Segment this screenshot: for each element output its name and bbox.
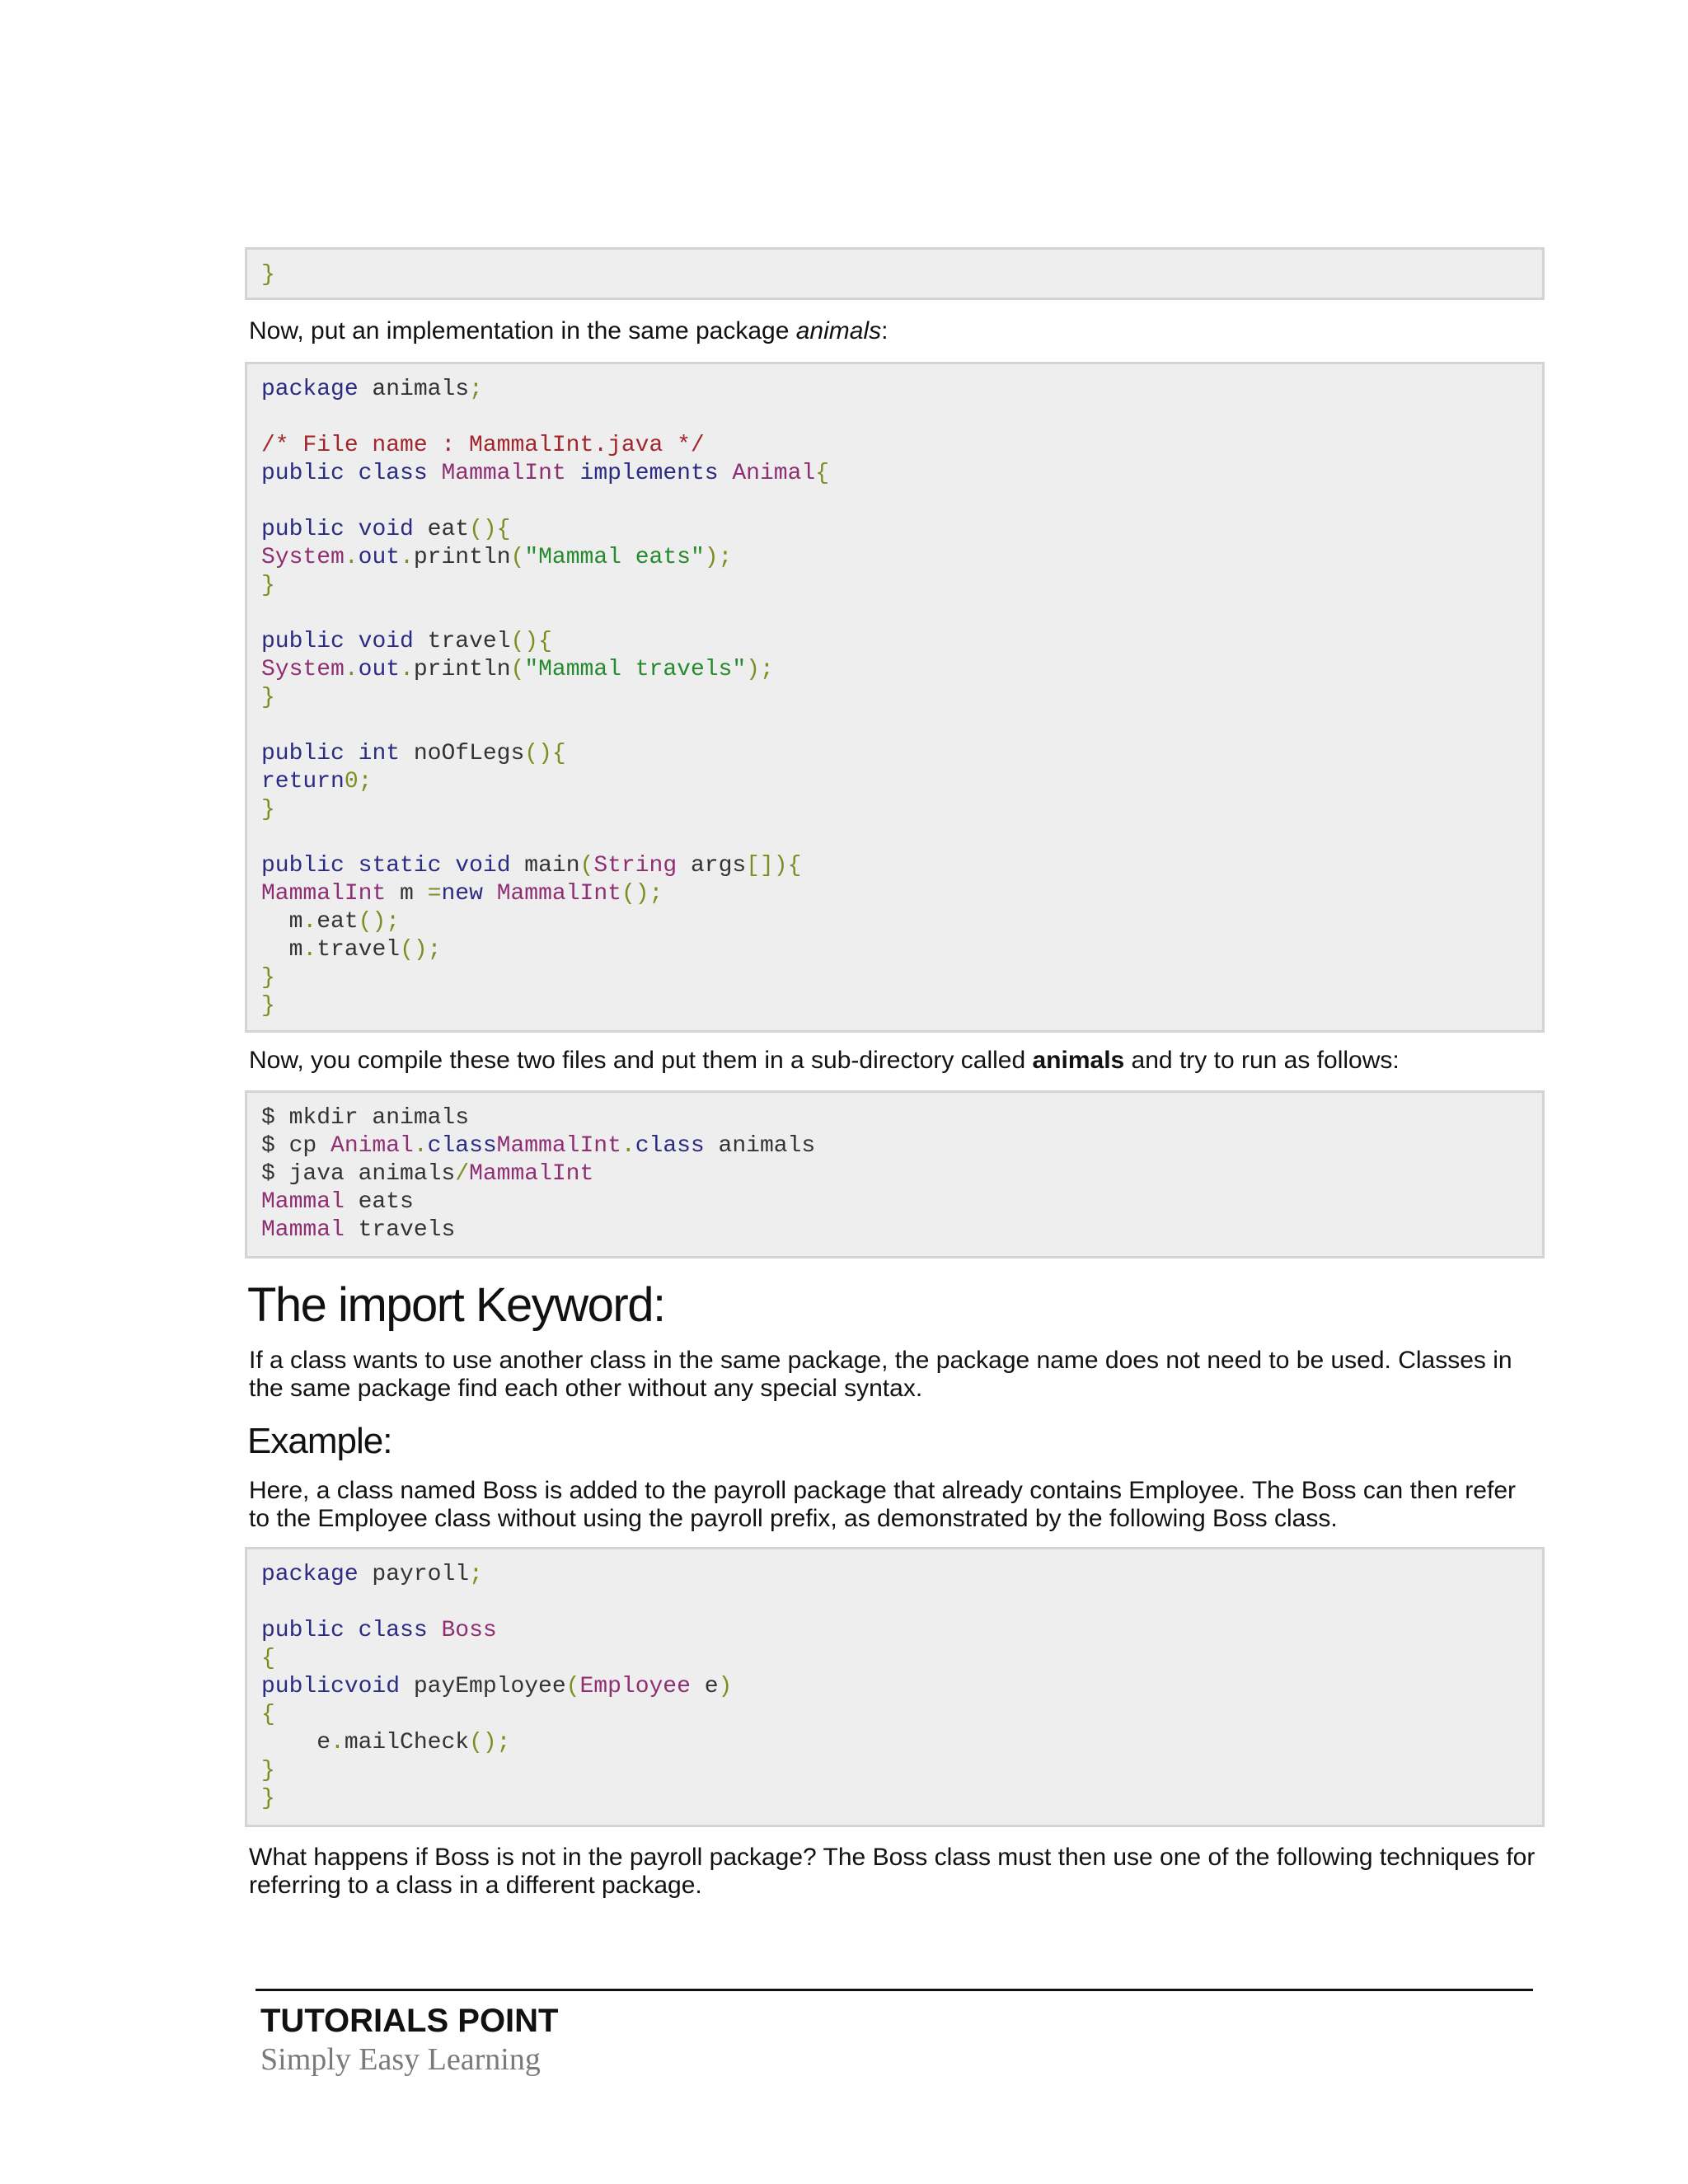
- footer-brand: TUTORIALS POINT: [260, 2003, 559, 2039]
- page-content: [245, 247, 1545, 1900]
- code-token: out: [358, 545, 401, 570]
- text-segment: What happens if Boss is not in the payroll package? The Boss class must then use one of the following techniques for referring to a class in a different package.: [249, 1844, 1536, 1899]
- code-token: implements: [579, 461, 719, 486]
- code-token: []){: [746, 853, 802, 879]
- code-line: [261, 656, 1528, 684]
- code-token: }: [261, 965, 275, 991]
- code-line: [261, 1645, 1528, 1673]
- code-line: [261, 1132, 1528, 1160]
- code-line: [261, 628, 1528, 656]
- code-token: .: [344, 545, 359, 570]
- code-token: Mammal: [261, 1189, 345, 1215]
- code-token: mailCheck: [344, 1730, 470, 1755]
- code-token: ;: [469, 377, 483, 402]
- code-token: System: [261, 657, 345, 682]
- code-token: [428, 1618, 442, 1643]
- code-token: class: [358, 461, 428, 486]
- code-token: e: [261, 1730, 331, 1755]
- code-line: [261, 852, 1528, 880]
- code-line: [261, 684, 1528, 712]
- code-line: [261, 600, 1528, 628]
- code-token: {: [261, 1702, 275, 1727]
- code-token: noOfLegs: [400, 741, 525, 766]
- code-token: return: [261, 769, 345, 794]
- code-token: e: [690, 1674, 719, 1699]
- code-token: }: [261, 262, 275, 288]
- code-line: [261, 1617, 1528, 1645]
- code-token: public: [261, 741, 345, 766]
- text-segment: :: [881, 317, 889, 344]
- code-token: }: [261, 993, 275, 1019]
- code-line: [261, 796, 1528, 824]
- page-footer: [256, 1989, 1533, 2079]
- emphasis-text: animals: [795, 317, 882, 344]
- code-line: [261, 964, 1528, 992]
- code-block-closing-brace: [245, 247, 1545, 300]
- code-line: [261, 880, 1528, 908]
- code-token: Boss: [441, 1618, 497, 1643]
- code-token: (){: [524, 741, 566, 766]
- code-token: public: [261, 853, 345, 879]
- code-block-boss-class: [245, 1547, 1545, 1827]
- code-token: animals: [704, 1133, 816, 1159]
- code-token: .: [413, 1133, 428, 1159]
- code-token: travel: [413, 629, 511, 654]
- code-line: [261, 516, 1528, 544]
- paragraph-import-description: [249, 1347, 1543, 1403]
- code-token: publicvoid: [261, 1674, 401, 1699]
- code-token: 0: [344, 769, 359, 794]
- code-token: new: [441, 881, 483, 907]
- code-token: void: [455, 853, 511, 879]
- code-token: (: [579, 853, 594, 879]
- code-token: );: [704, 545, 733, 570]
- code-line: [261, 1757, 1528, 1785]
- code-token: [428, 461, 442, 486]
- paragraph-implementation-intro: [249, 317, 1543, 345]
- code-line: [261, 404, 1528, 432]
- code-token: [345, 853, 359, 879]
- code-line: [261, 1561, 1528, 1589]
- code-token: {: [815, 461, 829, 486]
- code-token: package: [261, 377, 359, 402]
- code-token: main: [510, 853, 580, 879]
- code-token: /* File name : MammalInt.java */: [261, 433, 705, 458]
- code-token: println: [413, 657, 511, 682]
- code-token: ();: [358, 909, 401, 935]
- code-token: MammalInt: [469, 1161, 594, 1187]
- code-token: public: [261, 517, 345, 542]
- code-line: [261, 824, 1528, 852]
- code-token: [566, 461, 580, 486]
- code-token: [345, 741, 359, 766]
- code-line: [261, 712, 1528, 740]
- code-line: [261, 1785, 1528, 1813]
- code-token: public: [261, 629, 345, 654]
- text-segment: and try to run as follows:: [1124, 1047, 1400, 1074]
- code-token: eats: [344, 1189, 414, 1215]
- code-token: $ cp: [261, 1133, 331, 1159]
- code-token: [345, 517, 359, 542]
- code-token: m: [386, 881, 428, 907]
- code-token: payroll: [358, 1562, 470, 1587]
- code-line: [261, 1104, 1528, 1132]
- code-token: [719, 461, 733, 486]
- code-token: out: [358, 657, 401, 682]
- text-segment: Now, you compile these two files and put them in a sub-directory called: [249, 1047, 1033, 1074]
- code-token: m: [261, 909, 303, 935]
- code-block-shell-commands: [245, 1090, 1545, 1258]
- code-token: MammalInt: [261, 881, 387, 907]
- code-token: MammalInt: [441, 461, 566, 486]
- paragraph-boss-description: [249, 1477, 1543, 1533]
- code-line: [261, 1188, 1528, 1216]
- code-line: [261, 908, 1528, 936]
- code-token: (){: [510, 629, 552, 654]
- code-line: [261, 1589, 1528, 1617]
- code-token: MammalInt: [496, 1133, 621, 1159]
- code-token: =: [427, 881, 442, 907]
- code-line: [261, 572, 1528, 600]
- code-token: class: [358, 1618, 428, 1643]
- code-token: println: [413, 545, 511, 570]
- text-segment: Now, put an implementation in the same package: [249, 317, 796, 344]
- code-block-mammalint: [245, 362, 1545, 1033]
- code-token: [483, 881, 497, 907]
- code-token: ;: [469, 1562, 483, 1587]
- code-token: m: [261, 937, 303, 963]
- code-token: .: [302, 909, 317, 935]
- code-token: [345, 1618, 359, 1643]
- text-segment: If a class wants to use another class in the same package, the package name does not need to be used. Classes in the same package find each other without any special syntax.: [249, 1347, 1512, 1402]
- code-token: class: [427, 1133, 497, 1159]
- code-token: ();: [400, 937, 442, 963]
- code-token: .: [302, 937, 317, 963]
- code-token: payEmployee: [400, 1674, 566, 1699]
- code-token: travels: [344, 1217, 456, 1243]
- code-token: ();: [469, 1730, 511, 1755]
- footer-divider: [256, 1989, 1533, 1991]
- code-token: );: [746, 657, 774, 682]
- code-token: Animal: [331, 1133, 414, 1159]
- code-token: "Mammal travels": [524, 657, 747, 682]
- code-token: [441, 853, 455, 879]
- code-token: .: [621, 1133, 635, 1159]
- heading-example: Example:: [247, 1421, 392, 1461]
- code-token: .: [400, 545, 414, 570]
- code-token: .: [331, 1730, 345, 1755]
- code-line: [261, 1701, 1528, 1729]
- code-token: public: [261, 1618, 345, 1643]
- code-token: [345, 629, 359, 654]
- code-token: package: [261, 1562, 359, 1587]
- code-token: System: [261, 545, 345, 570]
- code-line: [261, 488, 1528, 516]
- code-line: [261, 1216, 1528, 1244]
- code-line: [261, 261, 1528, 289]
- code-token: }: [261, 797, 275, 823]
- code-token: (: [510, 545, 525, 570]
- code-token: eat: [413, 517, 470, 542]
- code-token: (: [565, 1674, 580, 1699]
- code-line: [261, 432, 1528, 460]
- code-line: [261, 376, 1528, 404]
- code-token: int: [358, 741, 401, 766]
- code-token: Employee: [579, 1674, 691, 1699]
- code-token: void: [358, 629, 414, 654]
- code-token: "Mammal eats": [524, 545, 705, 570]
- code-token: void: [358, 517, 414, 542]
- code-token: {: [261, 1646, 275, 1671]
- text-segment: Here, a class named Boss is added to the payroll package that already contains Employee. The Boss can then refer to the Employee class without using the payroll prefix, as demonstrated by the following Boss class.: [249, 1477, 1516, 1532]
- code-token: travel: [316, 937, 401, 963]
- code-token: }: [261, 1758, 275, 1783]
- code-line: [261, 1729, 1528, 1757]
- code-line: [261, 768, 1528, 796]
- code-line: [261, 936, 1528, 964]
- code-token: ();: [621, 881, 663, 907]
- code-line: [261, 1673, 1528, 1701]
- code-line: [261, 544, 1528, 572]
- code-token: animals: [358, 377, 470, 402]
- paragraph-different-package: [249, 1844, 1543, 1900]
- code-token: (){: [469, 517, 511, 542]
- paragraph-compile-instructions: [249, 1047, 1543, 1075]
- code-token: /: [455, 1161, 470, 1187]
- code-token: }: [261, 573, 275, 598]
- code-token: [345, 461, 359, 486]
- code-token: $ java animals: [261, 1161, 456, 1187]
- code-token: Mammal: [261, 1217, 345, 1243]
- code-line: [261, 740, 1528, 768]
- code-token: args: [677, 853, 747, 879]
- code-token: Animal: [732, 461, 816, 486]
- heading-import-keyword: The import Keyword:: [247, 1278, 665, 1332]
- code-token: eat: [316, 909, 359, 935]
- code-token: .: [344, 657, 359, 682]
- code-token: ): [718, 1674, 733, 1699]
- code-token: String: [593, 853, 678, 879]
- code-token: class: [635, 1133, 705, 1159]
- code-token: public: [261, 461, 345, 486]
- code-token: }: [261, 1786, 275, 1811]
- code-line: [261, 460, 1528, 488]
- code-token: $ mkdir animals: [261, 1105, 470, 1131]
- code-token: MammalInt: [496, 881, 621, 907]
- footer-tagline: Simply Easy Learning: [260, 2042, 541, 2077]
- code-line: [261, 992, 1528, 1020]
- code-token: (: [510, 657, 525, 682]
- code-token: }: [261, 685, 275, 710]
- bold-text: animals: [1032, 1047, 1125, 1074]
- code-token: static: [358, 853, 442, 879]
- code-token: .: [400, 657, 414, 682]
- code-token: ;: [358, 769, 373, 794]
- code-line: [261, 1160, 1528, 1188]
